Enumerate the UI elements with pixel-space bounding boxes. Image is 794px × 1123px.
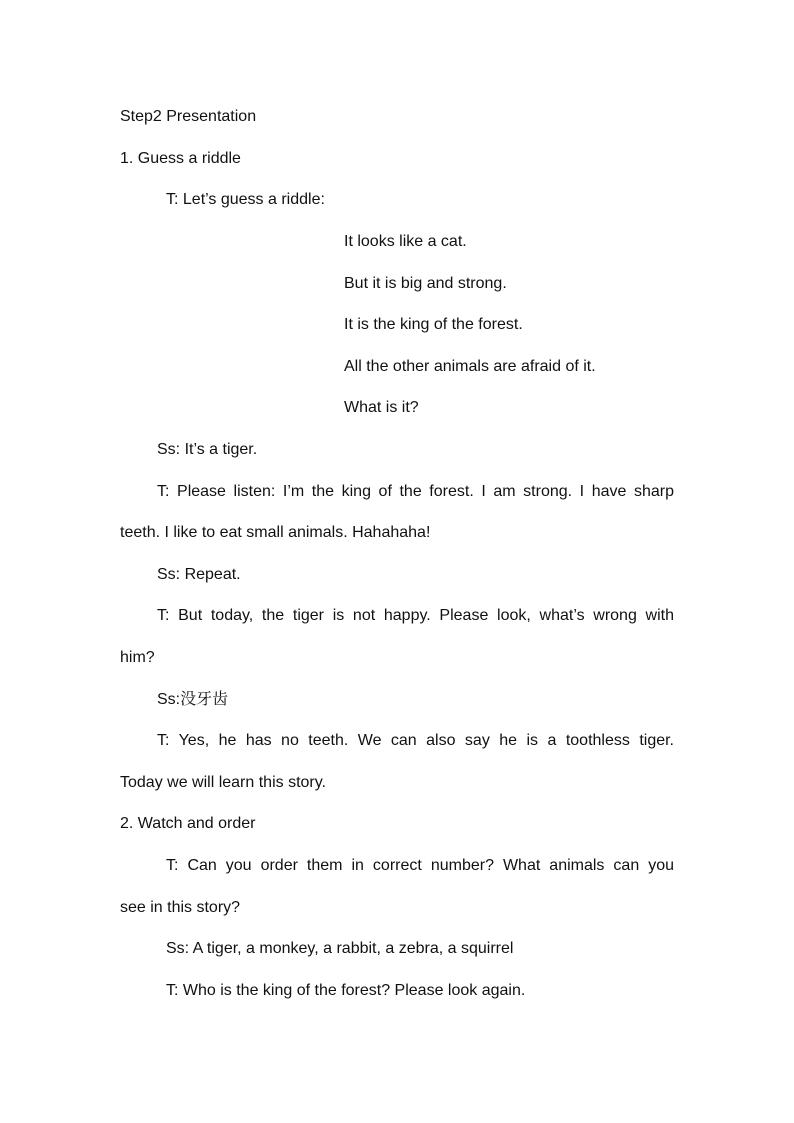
students-animals: Ss: A tiger, a monkey, a rabbit, a zebra, a squirrel — [166, 940, 514, 957]
teacher-riddle-intro: T: Let’s guess a riddle: — [166, 191, 325, 208]
teacher-today-line: him? — [120, 649, 155, 666]
teacher-king-question: T: Who is the king of the forest? Please look again. — [166, 982, 526, 999]
students-repeat: Ss: Repeat. — [157, 566, 241, 583]
riddle-line: But it is big and strong. — [344, 275, 507, 292]
riddle-line: It looks like a cat. — [344, 233, 467, 250]
part1-heading: 1. Guess a riddle — [120, 150, 241, 167]
teacher-order-line: T: Can you order them in correct number? What animals can you — [166, 857, 674, 874]
students-chinese-answer: Ss:没牙齿 — [157, 691, 229, 708]
teacher-yes-line: T: Yes, he has no teeth. We can also say he is a toothless tiger. — [157, 732, 674, 749]
riddle-line: All the other animals are afraid of it. — [344, 358, 596, 375]
students-answer: Ss: It’s a tiger. — [157, 441, 258, 458]
teacher-order-line: see in this story? — [120, 899, 241, 916]
teacher-yes-line: Today we will learn this story. — [120, 774, 326, 791]
teacher-listen-line: T: Please listen: I’m the king of the forest. I am strong. I have sharp — [157, 483, 674, 500]
section-title: Step2 Presentation — [120, 108, 257, 125]
teacher-today-line: T: But today, the tiger is not happy. Please look, what’s wrong with — [157, 607, 674, 624]
riddle-line: What is it? — [344, 399, 419, 416]
teacher-listen-line: teeth. I like to eat small animals. Hahahaha! — [120, 524, 431, 541]
part2-heading: 2. Watch and order — [120, 815, 256, 832]
riddle-line: It is the king of the forest. — [344, 316, 523, 333]
